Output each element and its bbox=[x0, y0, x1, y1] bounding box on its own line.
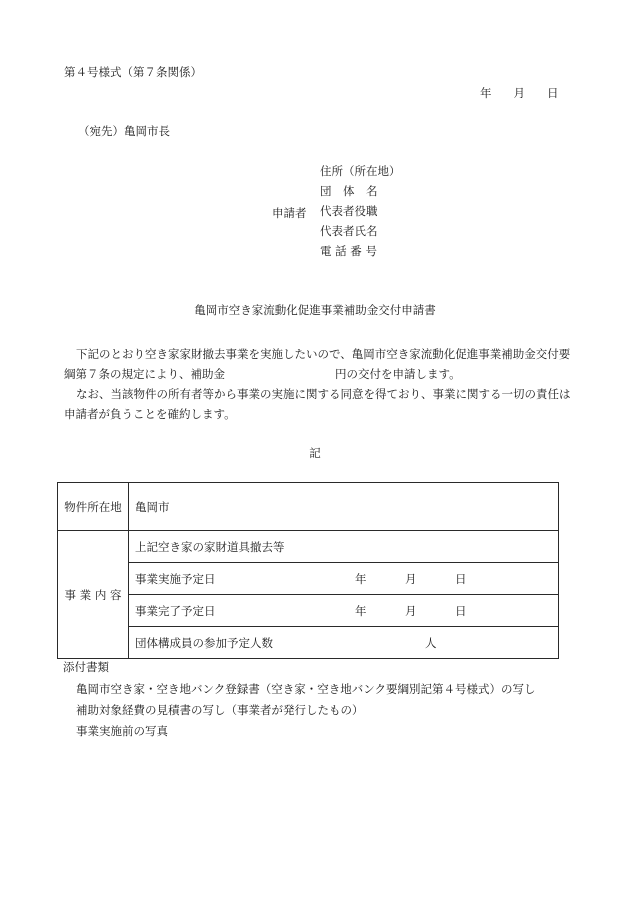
end-month: 月 bbox=[405, 603, 417, 618]
table-row bbox=[58, 531, 559, 563]
members-unit: 人 bbox=[425, 635, 437, 650]
applicant-fields bbox=[320, 166, 401, 266]
body-p1-part1: 下記のとおり空き家家財撤去事業を実施したいので、亀岡市空き家流動化促進事業補助金交付要綱第７条の規定により、補助金 bbox=[64, 347, 571, 381]
addressee: （宛先）亀岡市長 bbox=[78, 124, 170, 138]
members-cell bbox=[129, 627, 559, 659]
document-title: 亀岡市空き家流動化促進事業補助金交付申請書 bbox=[194, 303, 436, 317]
date-year: 年 bbox=[480, 86, 492, 100]
members-label: 団体構成員の参加予定人数 bbox=[135, 635, 273, 650]
table-row bbox=[58, 595, 559, 627]
list-item: 事業実施前の写真 bbox=[76, 724, 168, 738]
start-year: 年 bbox=[355, 571, 367, 586]
applicant-label: 申請者 bbox=[272, 206, 307, 220]
list-item: 補助対象経費の見積書の写し（事業者が発行したもの） bbox=[76, 703, 364, 717]
date-line bbox=[480, 88, 559, 100]
body-p1-part2: 円の交付を申請します。 bbox=[335, 367, 461, 381]
table-row bbox=[58, 483, 559, 531]
date-month: 月 bbox=[513, 86, 525, 100]
applicant-field-address: 住所（所在地） bbox=[320, 164, 401, 178]
body-p2: なお、当該物件の所有者等から事業の実施に関する同意を得ており、事業に関する一切の責任は申請者が負うことを確約します。 bbox=[64, 387, 571, 421]
start-date-label: 事業実施予定日 bbox=[135, 571, 216, 586]
end-year: 年 bbox=[355, 603, 367, 618]
table-row bbox=[58, 563, 559, 595]
attachments-list bbox=[76, 684, 536, 747]
end-date-label: 事業完了予定日 bbox=[135, 603, 216, 618]
applicant-field-rep-title: 代表者役職 bbox=[320, 204, 378, 218]
property-value: 亀岡市 bbox=[129, 483, 559, 531]
applicant-field-group-name: 団 体 名 bbox=[320, 184, 378, 198]
applicant-field-phone: 電 話 番 号 bbox=[320, 244, 377, 258]
content-label: 事 業 内 容 bbox=[58, 531, 129, 659]
form-number: 第４号様式（第７条関係） bbox=[64, 65, 202, 79]
start-month: 月 bbox=[405, 571, 417, 586]
content-desc: 上記空き家の家財道具撤去等 bbox=[129, 531, 559, 563]
body-paragraph-2 bbox=[64, 384, 572, 424]
detail-table bbox=[57, 482, 559, 659]
applicant-field-rep-name: 代表者氏名 bbox=[320, 224, 378, 238]
end-day: 日 bbox=[455, 603, 467, 618]
property-label: 物件所在地 bbox=[58, 483, 129, 531]
ki-heading: 記 bbox=[309, 446, 321, 460]
body-paragraph-1 bbox=[64, 344, 572, 384]
end-date-cell bbox=[129, 595, 559, 627]
start-day: 日 bbox=[455, 571, 467, 586]
attachments-title: 添付書類 bbox=[63, 660, 109, 674]
list-item: 亀岡市空き家・空き地バンク登録書（空き家・空き地バンク要綱別記第４号様式）の写し bbox=[76, 682, 536, 696]
start-date-cell bbox=[129, 563, 559, 595]
date-day: 日 bbox=[547, 86, 559, 100]
table-row bbox=[58, 627, 559, 659]
